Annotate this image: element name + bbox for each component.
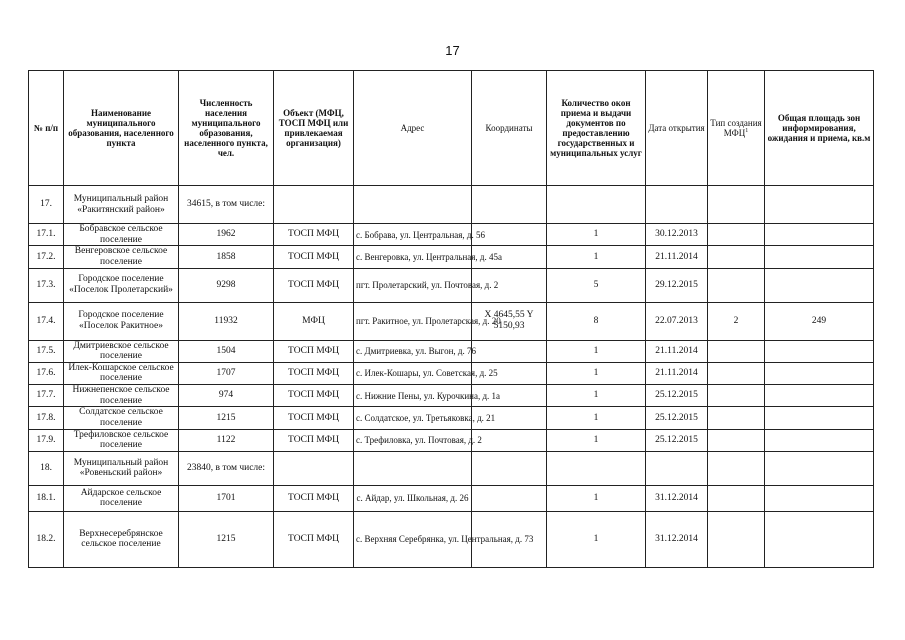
table-row bbox=[29, 451, 874, 485]
cell-date: 21.11.2014 bbox=[646, 246, 708, 268]
cell-type bbox=[708, 340, 765, 362]
cell-date: 30.12.2013 bbox=[646, 224, 708, 246]
cell-addr: с. Солдатское, ул. Третьяковка, д. 21 bbox=[354, 407, 472, 429]
cell-num: 18. bbox=[29, 451, 64, 485]
table-header-row bbox=[29, 71, 874, 186]
table-row bbox=[29, 186, 874, 224]
cell-obj: ТОСП МФЦ bbox=[274, 362, 354, 384]
cell-name: Муниципальный район «Ракитянский район» bbox=[64, 186, 179, 224]
cell-windows: 1 bbox=[547, 224, 646, 246]
cell-addr: с. Айдар, ул. Школьная, д. 26 bbox=[354, 485, 472, 511]
cell-coord bbox=[472, 429, 547, 451]
cell-date: 21.11.2014 bbox=[646, 362, 708, 384]
cell-area bbox=[765, 451, 874, 485]
cell-type bbox=[708, 407, 765, 429]
header-text: Тип создания МФЦ bbox=[710, 117, 762, 138]
page-number: 17 bbox=[445, 43, 460, 58]
cell-type bbox=[708, 268, 765, 302]
cell-obj: ТОСП МФЦ bbox=[274, 511, 354, 567]
cell-num: 17.3. bbox=[29, 268, 64, 302]
header-cell: № п/п bbox=[29, 71, 64, 186]
cell-obj: МФЦ bbox=[274, 302, 354, 340]
cell-addr: с. Верхняя Серебрянка, ул. Центральная, д. 73 bbox=[354, 511, 472, 567]
cell-area bbox=[765, 186, 874, 224]
cell-name: Верхнесеребрянское сельское поселение bbox=[64, 511, 179, 567]
cell-type bbox=[708, 385, 765, 407]
table-row bbox=[29, 340, 874, 362]
table-row bbox=[29, 385, 874, 407]
cell-pop: 1962 bbox=[179, 224, 274, 246]
table-row bbox=[29, 485, 874, 511]
header-cell: Общая площадь зон информирования, ожидания и приема, кв.м bbox=[765, 71, 874, 186]
cell-type bbox=[708, 485, 765, 511]
cell-windows: 1 bbox=[547, 246, 646, 268]
cell-date: 25.12.2015 bbox=[646, 407, 708, 429]
cell-area bbox=[765, 224, 874, 246]
cell-date: 29.12.2015 bbox=[646, 268, 708, 302]
cell-area bbox=[765, 429, 874, 451]
table-row bbox=[29, 511, 874, 567]
table-row bbox=[29, 246, 874, 268]
cell-name: Нижнепенское сельское поселение bbox=[64, 385, 179, 407]
cell-pop: 1215 bbox=[179, 407, 274, 429]
cell-pop: 11932 bbox=[179, 302, 274, 340]
cell-num: 17.7. bbox=[29, 385, 64, 407]
cell-area bbox=[765, 246, 874, 268]
cell-windows: 5 bbox=[547, 268, 646, 302]
header-cell: Количество окон приема и выдачи документов по предоставлению государственных и муниципальных услуг bbox=[547, 71, 646, 186]
cell-addr: с. Илек-Кошары, ул. Советская, д. 25 bbox=[354, 362, 472, 384]
cell-type: 2 bbox=[708, 302, 765, 340]
cell-num: 17. bbox=[29, 186, 64, 224]
mfc-registry-table bbox=[28, 70, 874, 568]
table-row bbox=[29, 407, 874, 429]
cell-addr: с. Бобрава, ул. Центральная, д. 56 bbox=[354, 224, 472, 246]
cell-pop: 23840, в том числе: bbox=[179, 451, 274, 485]
cell-pop: 1504 bbox=[179, 340, 274, 362]
header-cell: Численность населения муниципального образования, населенного пункта, чел. bbox=[179, 71, 274, 186]
cell-num: 17.9. bbox=[29, 429, 64, 451]
cell-type bbox=[708, 224, 765, 246]
cell-num: 17.1. bbox=[29, 224, 64, 246]
cell-obj bbox=[274, 186, 354, 224]
cell-date: 31.12.2014 bbox=[646, 485, 708, 511]
cell-type bbox=[708, 429, 765, 451]
table-row bbox=[29, 362, 874, 384]
table-row bbox=[29, 429, 874, 451]
cell-pop: 1122 bbox=[179, 429, 274, 451]
cell-area bbox=[765, 407, 874, 429]
cell-num: 17.2. bbox=[29, 246, 64, 268]
cell-windows: 1 bbox=[547, 340, 646, 362]
cell-pop: 1707 bbox=[179, 362, 274, 384]
cell-windows: 1 bbox=[547, 429, 646, 451]
cell-area bbox=[765, 485, 874, 511]
table-row bbox=[29, 224, 874, 246]
cell-area bbox=[765, 268, 874, 302]
table-row bbox=[29, 268, 874, 302]
cell-date: 22.07.2013 bbox=[646, 302, 708, 340]
cell-coord bbox=[472, 340, 547, 362]
cell-num: 18.2. bbox=[29, 511, 64, 567]
cell-addr: пгт. Пролетарский, ул. Почтовая, д. 2 bbox=[354, 268, 472, 302]
cell-type bbox=[708, 362, 765, 384]
cell-coord bbox=[472, 451, 547, 485]
cell-obj: ТОСП МФЦ bbox=[274, 385, 354, 407]
cell-date bbox=[646, 451, 708, 485]
header-cell bbox=[708, 71, 765, 186]
cell-obj: ТОСП МФЦ bbox=[274, 429, 354, 451]
cell-num: 17.8. bbox=[29, 407, 64, 429]
cell-name: Венгеровское сельское поселение bbox=[64, 246, 179, 268]
header-cell: Дата открытия bbox=[646, 71, 708, 186]
cell-addr bbox=[354, 451, 472, 485]
cell-date: 25.12.2015 bbox=[646, 429, 708, 451]
cell-type bbox=[708, 186, 765, 224]
cell-date bbox=[646, 186, 708, 224]
cell-coord bbox=[472, 485, 547, 511]
cell-area bbox=[765, 362, 874, 384]
cell-windows bbox=[547, 186, 646, 224]
cell-coord: X 4645,55 Y 5150,93 bbox=[472, 302, 547, 340]
cell-name: Солдатское сельское поселение bbox=[64, 407, 179, 429]
cell-addr: с. Дмитриевка, ул. Выгон, д. 76 bbox=[354, 340, 472, 362]
cell-pop: 974 bbox=[179, 385, 274, 407]
cell-addr: с. Нижние Пены, ул. Курочкина, д. 1а bbox=[354, 385, 472, 407]
cell-addr: пгт. Ракитное, ул. Пролетарская, д. 20 bbox=[354, 302, 472, 340]
header-cell: Объект (МФЦ, ТОСП МФЦ или привлекаемая организация) bbox=[274, 71, 354, 186]
cell-area bbox=[765, 340, 874, 362]
cell-name: Трефиловское сельское поселение bbox=[64, 429, 179, 451]
cell-pop: 1215 bbox=[179, 511, 274, 567]
cell-obj: ТОСП МФЦ bbox=[274, 485, 354, 511]
cell-name: Муниципальный район «Ровеньский район» bbox=[64, 451, 179, 485]
table-row bbox=[29, 302, 874, 340]
cell-windows bbox=[547, 451, 646, 485]
cell-pop: 9298 bbox=[179, 268, 274, 302]
cell-name: Айдарское сельское поселение bbox=[64, 485, 179, 511]
header-cell: Координаты bbox=[472, 71, 547, 186]
cell-obj: ТОСП МФЦ bbox=[274, 407, 354, 429]
header-cell: Адрес bbox=[354, 71, 472, 186]
cell-windows: 1 bbox=[547, 362, 646, 384]
cell-name: Городское поселение «Поселок Пролетарский» bbox=[64, 268, 179, 302]
cell-num: 18.1. bbox=[29, 485, 64, 511]
cell-num: 17.4. bbox=[29, 302, 64, 340]
cell-obj: ТОСП МФЦ bbox=[274, 268, 354, 302]
cell-date: 21.11.2014 bbox=[646, 340, 708, 362]
cell-obj: ТОСП МФЦ bbox=[274, 224, 354, 246]
cell-pop: 1701 bbox=[179, 485, 274, 511]
cell-type bbox=[708, 511, 765, 567]
cell-date: 31.12.2014 bbox=[646, 511, 708, 567]
cell-num: 17.6. bbox=[29, 362, 64, 384]
cell-area bbox=[765, 511, 874, 567]
cell-obj bbox=[274, 451, 354, 485]
cell-windows: 1 bbox=[547, 407, 646, 429]
cell-type bbox=[708, 451, 765, 485]
cell-area bbox=[765, 385, 874, 407]
cell-windows: 8 bbox=[547, 302, 646, 340]
cell-windows: 1 bbox=[547, 511, 646, 567]
cell-addr: с. Трефиловка, ул. Почтовая, д. 2 bbox=[354, 429, 472, 451]
header-cell: Наименование муниципального образования, населенного пункта bbox=[64, 71, 179, 186]
cell-num: 17.5. bbox=[29, 340, 64, 362]
cell-addr: с. Венгеровка, ул. Центральная, д. 45а bbox=[354, 246, 472, 268]
cell-pop: 34615, в том числе: bbox=[179, 186, 274, 224]
cell-name: Бобравское сельское поселение bbox=[64, 224, 179, 246]
cell-name: Дмитриевское сельское поселение bbox=[64, 340, 179, 362]
cell-addr bbox=[354, 186, 472, 224]
footnote-mark: 1 bbox=[745, 128, 749, 134]
cell-area: 249 bbox=[765, 302, 874, 340]
cell-windows: 1 bbox=[547, 485, 646, 511]
cell-pop: 1858 bbox=[179, 246, 274, 268]
cell-obj: ТОСП МФЦ bbox=[274, 340, 354, 362]
cell-name: Городское поселение «Поселок Ракитное» bbox=[64, 302, 179, 340]
cell-obj: ТОСП МФЦ bbox=[274, 246, 354, 268]
cell-coord bbox=[472, 186, 547, 224]
cell-windows: 1 bbox=[547, 385, 646, 407]
cell-name: Илек-Кошарское сельское поселение bbox=[64, 362, 179, 384]
cell-type bbox=[708, 246, 765, 268]
cell-date: 25.12.2015 bbox=[646, 385, 708, 407]
